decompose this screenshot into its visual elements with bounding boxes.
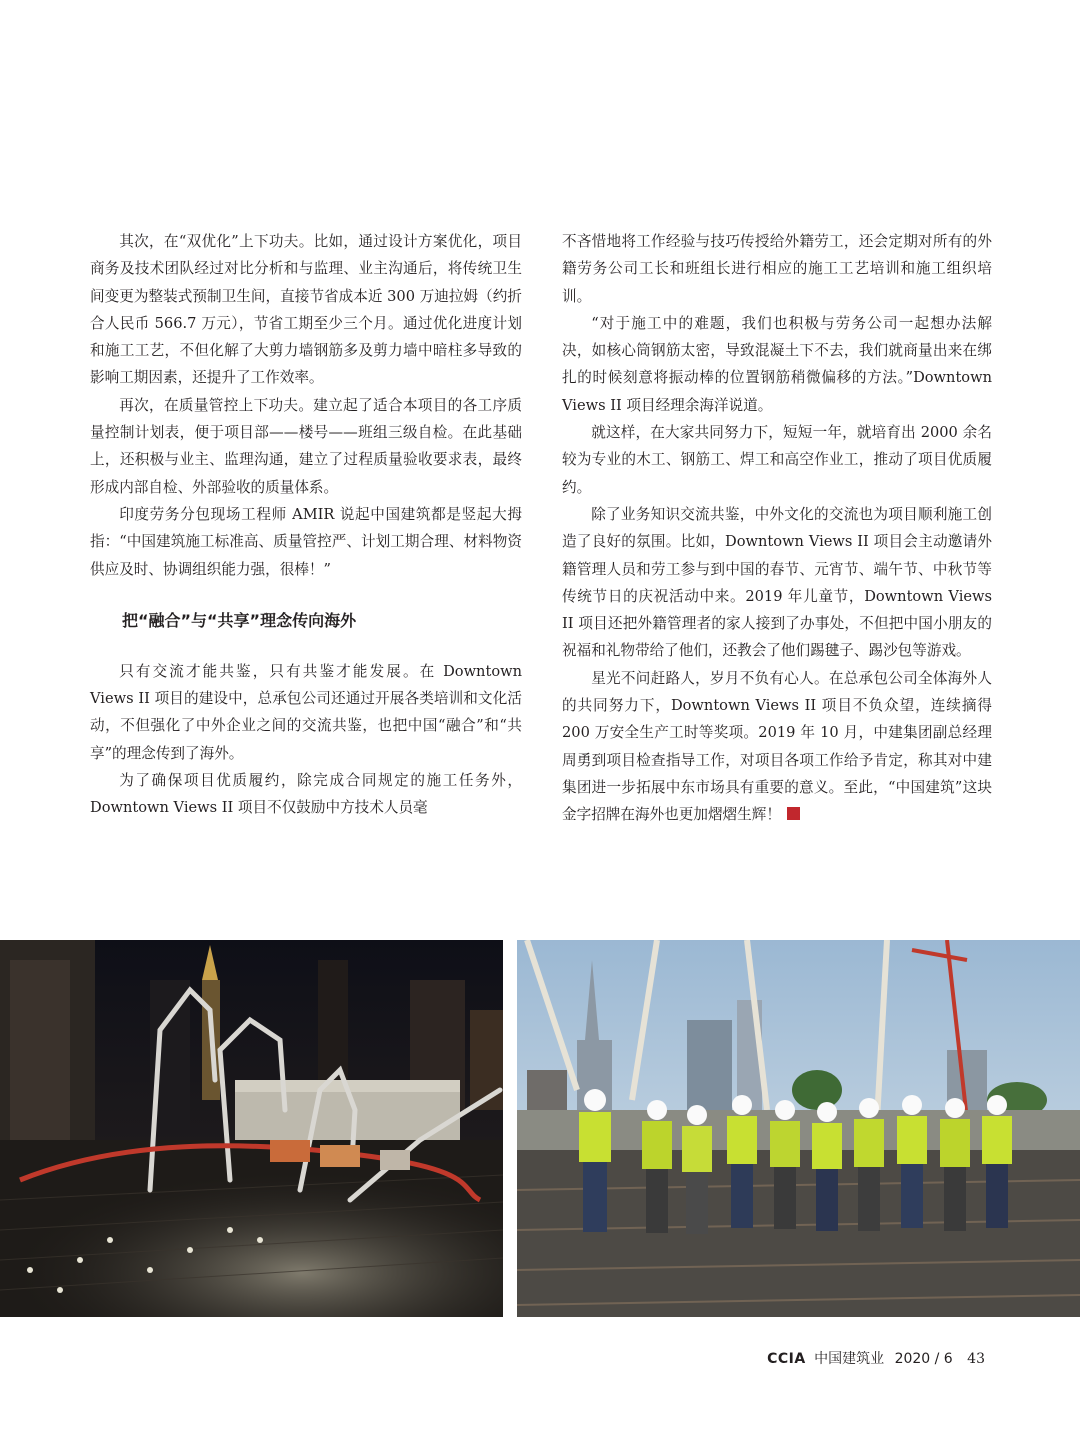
photo-team-onsite (517, 940, 1080, 1317)
footer-magazine-name: 中国建筑业 (814, 1351, 885, 1367)
body-paragraph: 就这样，在大家共同努力下，短短一年，就培育出 2000 余名较为专业的木工、钢筋工、焊工和高空作业工，推动了项目优质履约。 (562, 424, 992, 496)
body-paragraph: 除了业务知识交流共鉴，中外文化的交流也为项目顺利施工创造了良好的氛围。比如，Downtown Views II 项目会主动邀请外籍管理人员和劳工参与到中国的春节、元宵节、端午节、中秋节等传统节日的庆祝活动中来。2019 年儿童节，Downtown Views II 项目还把外籍管理者的家人接到了办事处，不但把中国小朋友的祝福和礼物带给了他们，还教会了他们踢毽子、踢沙包等游戏。 (562, 505, 992, 660)
body-paragraph: 为了确保项目优质履约，除完成合同规定的施工任务外，Downtown Views II 项目不仅鼓励中方技术人员毫 (90, 772, 522, 817)
right-column (562, 228, 992, 829)
page-number: 43 (967, 1351, 985, 1367)
body-paragraph: 印度劳务分包现场工程师 AMIR 说起中国建筑都是竖起大拇指：“中国建筑施工标准高、质量管控严、计划工期合理、材料物资供应及时、协调组织能力强，很棒！” (90, 505, 522, 578)
body-paragraph: 只有交流才能共鉴，只有共鉴才能发展。在 Downtown Views II 项目的建设中，总承包公司还通过开展各类培训和文化活动，不但强化了中外企业之间的交流共鉴，也把中国“融合”和“共享”的理念传到了海外。 (90, 662, 522, 762)
footer-issue: 2020 / 6 (894, 1351, 953, 1367)
footer-brand: CCIA (767, 1351, 806, 1367)
body-paragraph: 再次，在质量管控上下功夫。建立起了适合本项目的各工序质量控制计划表，便于项目部——楼号——班组三级自检。在此基础上，还积极与业主、监理沟通，建立了过程质量验收要求表，最终形成内部自检、外部验收的质量体系。 (90, 396, 522, 496)
closing-text: 星光不问赶路人，岁月不负有心人。在总承包公司全体海外人的共同努力下，Downtown Views II 项目不负众望，连续摘得 200 万安全生产工时等奖项。2019 年 10 月，中建集团副总经理周勇到项目检查指导工作，对项目各项工作给予肯定，称其对中建集团进一步拓展中东市场具有重要的意义。至此，“中国建筑”这块金字招牌在海外也更加熠熠生辉！ (562, 669, 992, 824)
end-mark-icon (787, 807, 800, 820)
photo-night-construction (0, 940, 503, 1317)
left-column (90, 228, 522, 822)
continued-paragraph: 不吝惜地将工作经验与技巧传授给外籍劳工，还会定期对所有的外籍劳务公司工长和班组长进行相应的施工工艺培训和施工组织培训。 (562, 233, 992, 305)
page-footer (767, 1348, 985, 1368)
body-paragraph: “对于施工中的难题，我们也积极与劳务公司一起想办法解决，如核心筒钢筋太密，导致混凝土下不去，我们就商量出来在绑扎的时候刻意将振动棒的位置钢筋稍微偏移的方法。”Downtown Views II 项目经理余海洋说道。 (562, 314, 992, 414)
body-paragraph (562, 665, 992, 829)
section-heading: 把“融合”与“共享”理念传向海外 (122, 610, 357, 630)
team-photo-illustration (517, 940, 1080, 1317)
night-site-illustration (0, 940, 503, 1317)
body-paragraph: 其次，在“双优化”上下功夫。比如，通过设计方案优化，项目商务及技术团队经过对比分析和与监理、业主沟通后，将传统卫生间变更为整装式预制卫生间，直接节省成本近 300 万迪拉姆（约折合人民币 566.7 万元），节省工期至少三个月。通过优化进度计划和施工工艺，不但化解了大剪力墙钢筋多及剪力墙中暗柱多导致的影响工期因素，还提升了工作效率。 (90, 233, 522, 387)
